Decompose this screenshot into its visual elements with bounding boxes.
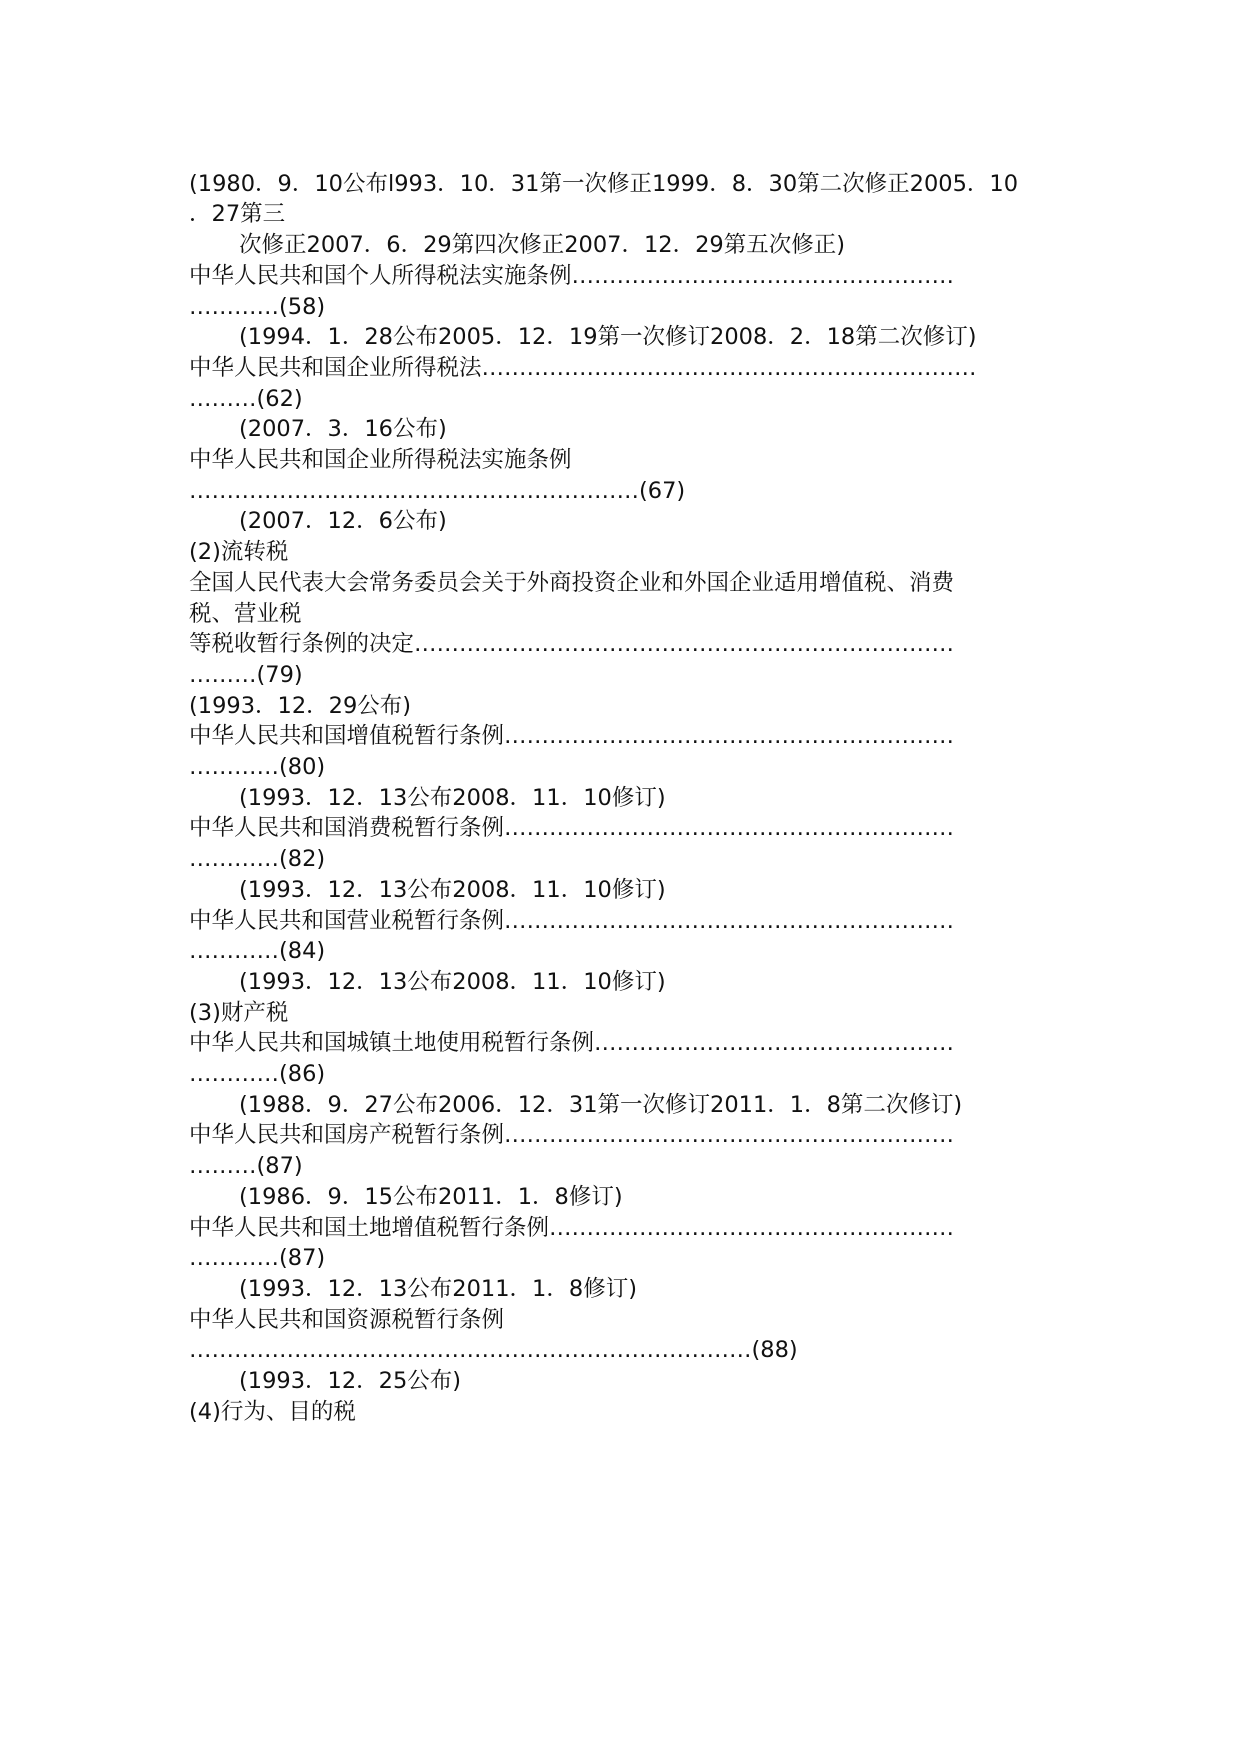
- toc-note-line: (1986．9．15公布2011．1．8修订): [239, 1184, 623, 1210]
- toc-note-line: (1993．12．13公布2008．11．10修订): [239, 969, 666, 995]
- toc-entry-title: 税、营业税: [189, 601, 302, 627]
- toc-entry-title: 全国人民代表大会常务委员会关于外商投资企业和外国企业适用增值税、消费: [189, 570, 955, 596]
- toc-entry-page: …………(58): [189, 294, 326, 320]
- toc-entry-title: 等税收暂行条例的决定………………………………………………………………: [189, 631, 955, 657]
- toc-note-line: 次修正2007．6．29第四次修正2007．12．29第五次修正): [239, 232, 846, 258]
- toc-entry-page: …………………………………………………………………(88): [189, 1337, 798, 1363]
- toc-entry-title: 中华人民共和国个人所得税法实施条例……………………………………………: [189, 263, 955, 289]
- toc-note-line: (1994．1．28公布2005．12．19第一次修订2008．2．18第二次修订): [239, 324, 977, 350]
- toc-note-line: (1993．12．13公布2011．1．8修订): [239, 1276, 637, 1302]
- toc-entry-title: 中华人民共和国土地增值税暂行条例………………………………………………: [189, 1215, 955, 1241]
- toc-note-line: (2007．3．16公布): [239, 416, 447, 442]
- toc-note-line: (2007．12．6公布): [239, 508, 447, 534]
- toc-section-heading: (4)行为、目的税: [189, 1399, 356, 1425]
- toc-note-line: (1993．12．25公布): [239, 1368, 462, 1394]
- toc-entry-page: …………(84): [189, 938, 326, 964]
- toc-note-line: (1988．9．27公布2006．12．31第一次修订2011．1．8第二次修订): [239, 1092, 963, 1118]
- toc-entry-page: ………(62): [189, 386, 303, 412]
- toc-entry-title: 中华人民共和国增值税暂行条例……………………………………………………: [189, 723, 955, 749]
- toc-section-heading: (2)流转税: [189, 539, 289, 565]
- toc-section-heading: (3)财产税: [189, 1000, 289, 1026]
- toc-entry-page: ………(87): [189, 1153, 303, 1179]
- toc-note-line: (1993．12．13公布2008．11．10修订): [239, 785, 666, 811]
- toc-entry-title: 中华人民共和国企业所得税法实施条例: [189, 447, 572, 473]
- toc-entry-title: 中华人民共和国营业税暂行条例……………………………………………………: [189, 908, 955, 934]
- toc-entry-title: 中华人民共和国资源税暂行条例: [189, 1307, 505, 1333]
- toc-entry-page: …………(82): [189, 846, 326, 872]
- toc-note-line: ．27第三: [189, 201, 286, 227]
- toc-entry-page: …………(86): [189, 1061, 326, 1087]
- toc-entry-page: …………(80): [189, 754, 326, 780]
- toc-note-line: (1993．12．29公布): [189, 693, 412, 719]
- toc-entry-page: ………(79): [189, 662, 303, 688]
- toc-entry-title: 中华人民共和国房产税暂行条例……………………………………………………: [189, 1122, 955, 1148]
- toc-entry-page: …………(87): [189, 1245, 326, 1271]
- toc-note-line: (1993．12．13公布2008．11．10修订): [239, 877, 666, 903]
- toc-entry-page: ……………………………………………………(67): [189, 478, 686, 504]
- toc-entry-title: 中华人民共和国城镇土地使用税暂行条例…………………………………………: [189, 1030, 955, 1056]
- toc-entry-title: 中华人民共和国消费税暂行条例……………………………………………………: [189, 815, 955, 841]
- toc-entry-title: 中华人民共和国企业所得税法…………………………………………………………: [189, 355, 977, 381]
- toc-note-line: (1980．9．10公布l993．10．31第一次修正1999．8．30第二次修正2005．10: [189, 171, 1019, 197]
